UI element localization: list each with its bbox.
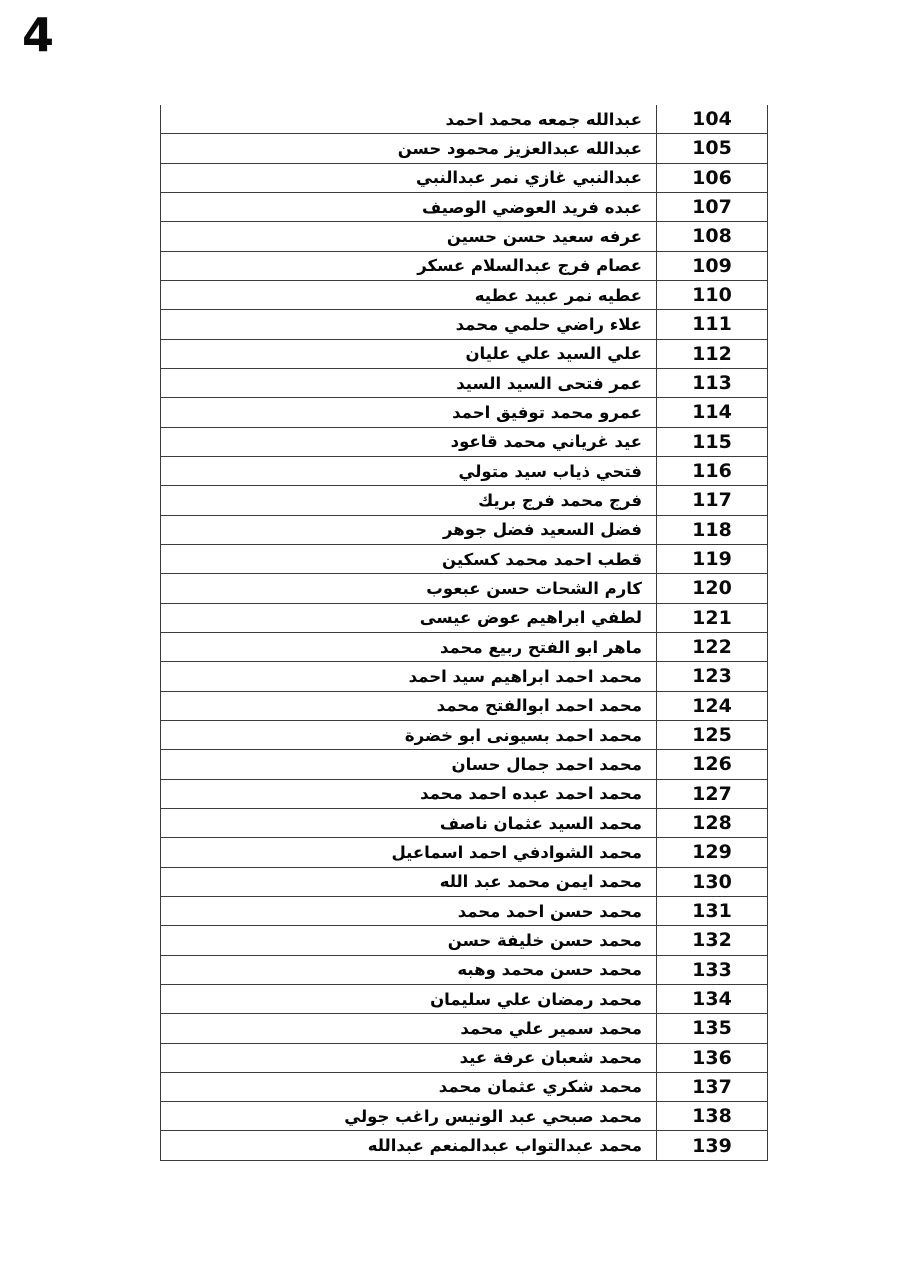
number-cell: 134: [656, 985, 767, 1013]
number-cell: 105: [656, 134, 767, 162]
name-cell: محمد احمد جمال حسان: [451, 754, 642, 774]
number-cell: 127: [656, 780, 767, 808]
table-row: [161, 457, 767, 486]
number-cell: 137: [656, 1073, 767, 1101]
table-row: [161, 750, 767, 779]
name-cell: محمد صبحي عبد الونيس راغب جولي: [344, 1106, 642, 1126]
number-cell: 104: [656, 105, 767, 133]
table-row: [161, 193, 767, 222]
number-cell: 122: [656, 633, 767, 661]
name-cell: محمد السيد عثمان ناصف: [439, 813, 642, 833]
table-row: [161, 868, 767, 897]
name-cell: محمد سمير علي محمد: [460, 1018, 642, 1038]
name-cell: محمد حسن خليفة حسن: [447, 930, 642, 950]
number-cell: 133: [656, 956, 767, 984]
name-cell: محمد حسن احمد محمد: [457, 901, 642, 921]
name-cell: علاء راضي حلمي محمد: [455, 314, 642, 334]
name-cell: عبدالنبي غازي نمر عبدالنبي: [416, 168, 642, 188]
number-cell: 130: [656, 868, 767, 896]
number-cell: 120: [656, 574, 767, 602]
page-number: 4: [22, 8, 55, 62]
name-cell: عبدالله جمعه محمد احمد: [445, 109, 642, 129]
table-row: [161, 428, 767, 457]
number-cell: 128: [656, 809, 767, 837]
table-row: [161, 1131, 767, 1160]
table-row: [161, 340, 767, 369]
name-cell: فتحي ذياب سيد متولي: [458, 461, 642, 481]
table-row: [161, 545, 767, 574]
table-row: [161, 281, 767, 310]
name-cell: محمد شكري عثمان محمد: [438, 1077, 642, 1097]
table-row: [161, 486, 767, 515]
number-cell: 139: [656, 1131, 767, 1159]
number-cell: 115: [656, 428, 767, 456]
number-cell: 116: [656, 457, 767, 485]
name-cell: عبدالله عبدالعزيز محمود حسن: [397, 138, 642, 158]
number-cell: 135: [656, 1014, 767, 1042]
number-cell: 125: [656, 721, 767, 749]
table-row: [161, 956, 767, 985]
table-row: [161, 809, 767, 838]
table-row: [161, 604, 767, 633]
name-cell: محمد رمضان علي سليمان: [430, 989, 642, 1009]
number-cell: 131: [656, 897, 767, 925]
name-cell: عمر فتحى السيد السيد: [456, 373, 642, 393]
table-row: [161, 662, 767, 691]
name-cell: محمد شعبان عرفة عيد: [459, 1048, 642, 1068]
name-cell: محمد عبدالتواب عبدالمنعم عبدالله: [367, 1136, 642, 1156]
name-cell: كارم الشحات حسن عبعوب: [426, 578, 642, 598]
table-row: [161, 310, 767, 339]
table-row: [161, 252, 767, 281]
names-table: [160, 105, 768, 1161]
number-cell: 111: [656, 310, 767, 338]
table-row: [161, 692, 767, 721]
number-cell: 132: [656, 926, 767, 954]
name-cell: علي السيد علي عليان: [465, 344, 642, 364]
name-cell: محمد احمد عبده احمد محمد: [420, 784, 642, 804]
table-row: [161, 574, 767, 603]
table-row: [161, 985, 767, 1014]
table-row: [161, 105, 767, 134]
table-row: [161, 926, 767, 955]
number-cell: 114: [656, 398, 767, 426]
number-cell: 117: [656, 486, 767, 514]
number-cell: 108: [656, 222, 767, 250]
table-row: [161, 1073, 767, 1102]
table-row: [161, 1014, 767, 1043]
number-cell: 124: [656, 692, 767, 720]
table-row: [161, 633, 767, 662]
name-cell: قطب احمد محمد كسكين: [442, 549, 642, 569]
number-cell: 119: [656, 545, 767, 573]
name-cell: عصام فرج عبدالسلام عسكر: [417, 256, 642, 276]
name-cell: عمرو محمد توفيق احمد: [452, 402, 642, 422]
number-cell: 129: [656, 838, 767, 866]
name-cell: لطفي ابراهيم عوض عيسى: [419, 608, 642, 628]
number-cell: 121: [656, 604, 767, 632]
table-row: [161, 721, 767, 750]
table-row: [161, 134, 767, 163]
name-cell: فرج محمد فرج بريك: [478, 490, 642, 510]
table-row: [161, 516, 767, 545]
name-cell: محمد احمد ابوالفتح محمد: [436, 696, 642, 716]
name-cell: عطيه نمر عبيد عطيه: [474, 285, 642, 305]
name-cell: فضل السعيد فضل جوهر: [443, 520, 642, 540]
table-row: [161, 897, 767, 926]
table-row: [161, 838, 767, 867]
table-row: [161, 222, 767, 251]
number-cell: 113: [656, 369, 767, 397]
name-cell: محمد احمد ابراهيم سيد احمد: [408, 666, 642, 686]
table-row: [161, 164, 767, 193]
table-row: [161, 369, 767, 398]
number-cell: 123: [656, 662, 767, 690]
name-cell: عيد غرياني محمد قاعود: [450, 432, 642, 452]
name-cell: عبده فريد العوضي الوصيف: [422, 197, 642, 217]
name-cell: محمد احمد بسيونى ابو خضرة: [404, 725, 642, 745]
table-row: [161, 780, 767, 809]
number-cell: 138: [656, 1102, 767, 1130]
name-cell: محمد الشوادفي احمد اسماعيل: [391, 842, 642, 862]
name-cell: عرفه سعيد حسن حسين: [446, 226, 642, 246]
name-cell: محمد ايمن محمد عبد الله: [439, 872, 642, 892]
number-cell: 112: [656, 340, 767, 368]
table-row: [161, 1102, 767, 1131]
number-cell: 118: [656, 516, 767, 544]
number-cell: 136: [656, 1044, 767, 1072]
table-row: [161, 1044, 767, 1073]
number-cell: 126: [656, 750, 767, 778]
number-cell: 106: [656, 164, 767, 192]
number-cell: 109: [656, 252, 767, 280]
name-cell: ماهر ابو الفتح ربيع محمد: [439, 637, 642, 657]
number-cell: 110: [656, 281, 767, 309]
number-cell: 107: [656, 193, 767, 221]
table-row: [161, 398, 767, 427]
name-cell: محمد حسن محمد وهبه: [457, 960, 642, 980]
